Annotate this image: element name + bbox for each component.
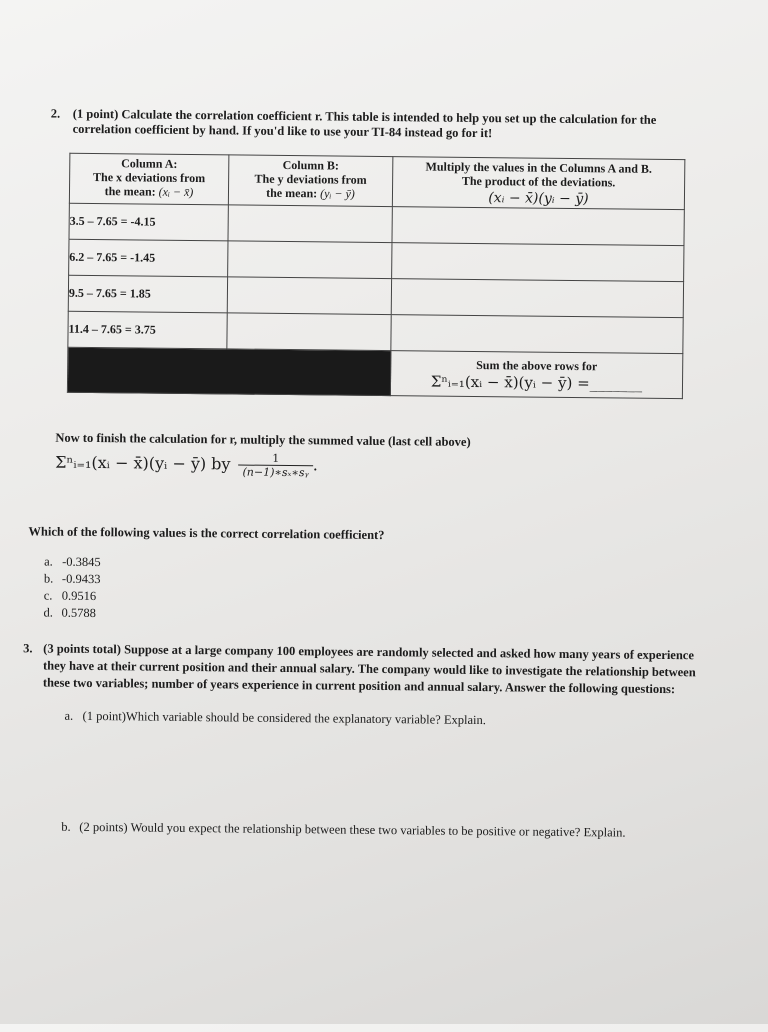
header-a-line3: the mean: (104, 184, 156, 199)
row-2-product[interactable] (392, 243, 684, 282)
row-3-column-b[interactable] (227, 277, 391, 315)
choice-value: 0.9516 (61, 588, 97, 604)
header-b-math: (yᵢ − ȳ) (320, 186, 355, 201)
choice-letter: a. (44, 554, 53, 569)
finish-formula (55, 450, 318, 480)
table-sum-row (67, 347, 682, 398)
header-product (392, 157, 685, 210)
header-a-title: Column A: (121, 156, 178, 171)
row-3-product[interactable] (391, 279, 683, 318)
table-header-row (69, 153, 684, 209)
question-3-text: (3 points total) Suppose at a large company 100 employees are randomly selected and asked how many years of experience they have at their current position and their annual salary. The company would like to investigate the relationship between these two variables; number of years experience in current position and annual salary. Answer the following questions: (42, 641, 696, 697)
finish-instructions: Now to finish the calculation for r, multiply the summed value (last cell above) (55, 430, 471, 449)
choice-c[interactable] (44, 587, 101, 605)
finish-fraction (238, 452, 312, 480)
row-4-product[interactable] (391, 315, 683, 354)
choice-d[interactable] (43, 604, 100, 622)
choice-letter: d. (43, 605, 54, 620)
question-3 (23, 640, 703, 698)
row-1-column-b[interactable] (228, 205, 392, 243)
question-2-number: 2. (50, 106, 61, 121)
header-column-b (228, 155, 393, 207)
row-1-product[interactable] (392, 207, 684, 246)
sum-label: Sum the above rows for (476, 357, 598, 373)
row-1-column-a: 3.5 – 7.65 = -4.15 (69, 203, 228, 241)
question-2-text: (1 point) Calculate the correlation coefficient r. This table is intended to help you set up the calculation for the correlation coefficient by hand. If you'd like to use your TI-84 instead go for it! (72, 106, 657, 141)
header-a-line2: The x deviations from (93, 169, 206, 186)
header-b-line3: the mean: (266, 185, 318, 201)
header-c-math: (xᵢ − x̄)(yᵢ − ȳ) (488, 190, 589, 208)
blacked-out-cell (67, 347, 390, 395)
row-3-column-a: 9.5 – 7.65 = 1.85 (68, 275, 227, 313)
choice-letter: c. (43, 588, 53, 603)
question-3b (61, 819, 711, 843)
choice-value: 0.5788 (61, 605, 97, 621)
row-2-column-a: 6.2 – 7.65 = -1.45 (69, 239, 228, 277)
choice-b[interactable] (44, 570, 101, 588)
sum-formula: Σⁿᵢ₌₁(xᵢ − x̄)(yᵢ − ȳ) =_______ (430, 372, 643, 393)
choice-value: -0.9433 (61, 571, 101, 587)
which-question: Which of the following values is the correct correlation coefficient? (28, 524, 385, 543)
answer-choices (43, 553, 100, 622)
header-c-title: Multiply the values in the Columns A and B. (425, 159, 653, 176)
sum-cell[interactable] (390, 351, 682, 399)
question-3a-letter: a. (64, 708, 74, 723)
finish-sum-expression: Σⁿᵢ₌₁(xᵢ − x̄)(yᵢ − ȳ) by (55, 452, 231, 474)
fraction-numerator: 1 (239, 452, 313, 467)
header-a-math: (xᵢ − x̄) (158, 184, 194, 200)
question-3a (64, 709, 486, 728)
question-3b-letter: b. (61, 819, 71, 834)
header-b-line2: The y deviations from (254, 171, 367, 187)
question-3-number: 3. (23, 641, 33, 656)
row-4-column-a: 11.4 – 7.65 = 3.75 (68, 311, 227, 349)
question-3b-text: (2 points) Would you expect the relationship between these two variables to be positive or negative? Explain. (79, 819, 626, 840)
header-column-a (69, 153, 229, 205)
finish-period: . (312, 455, 318, 475)
row-4-column-b[interactable] (227, 313, 391, 351)
fraction-denominator: (n−1)∗sₓ∗sᵧ (242, 465, 309, 480)
choice-a[interactable] (44, 553, 101, 571)
header-c-line2: The product of the deviations. (461, 173, 616, 190)
question-2 (51, 107, 701, 144)
choice-letter: b. (43, 571, 54, 586)
choice-value: -0.3845 (62, 554, 101, 570)
question-3a-text: (1 point)Which variable should be considered the explanatory variable? Explain. (82, 708, 486, 728)
row-2-column-b[interactable] (228, 241, 392, 279)
header-b-title: Column B: (282, 157, 340, 173)
calculation-table (67, 153, 685, 399)
